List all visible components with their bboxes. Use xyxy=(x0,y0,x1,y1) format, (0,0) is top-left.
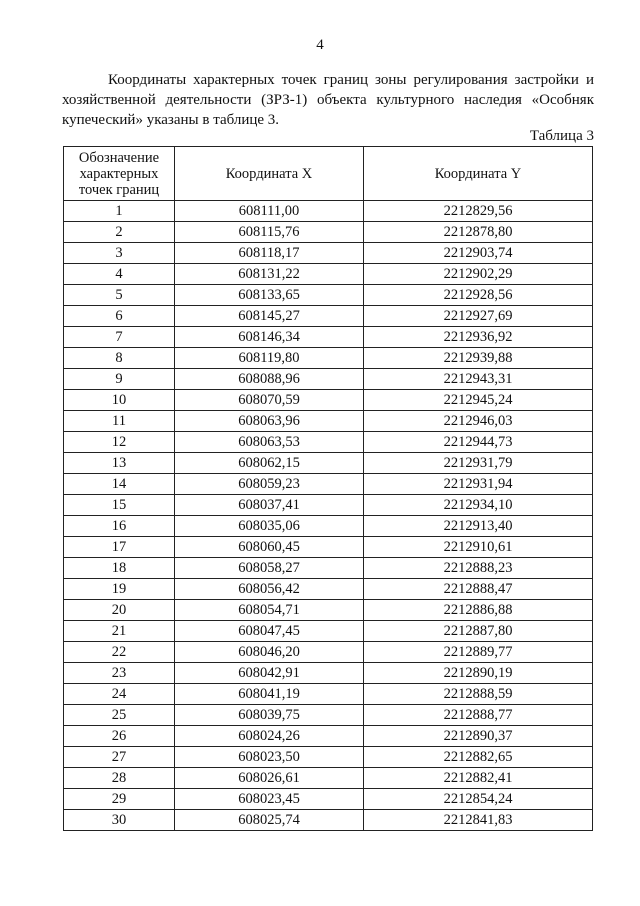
cell-coordinate-x: 608111,00 xyxy=(175,201,364,222)
table-body xyxy=(64,201,593,831)
cell-coordinate-y: 2212936,92 xyxy=(364,327,593,348)
cell-point-number: 19 xyxy=(64,579,175,600)
table-row xyxy=(64,264,593,285)
coordinates-table xyxy=(63,146,593,831)
table-row xyxy=(64,600,593,621)
table-row xyxy=(64,495,593,516)
cell-coordinate-x: 608059,23 xyxy=(175,474,364,495)
cell-coordinate-x: 608131,22 xyxy=(175,264,364,285)
table-row xyxy=(64,558,593,579)
table-row xyxy=(64,285,593,306)
cell-coordinate-x: 608063,53 xyxy=(175,432,364,453)
cell-point-number: 9 xyxy=(64,369,175,390)
table-row xyxy=(64,201,593,222)
cell-coordinate-y: 2212882,65 xyxy=(364,747,593,768)
cell-point-number: 10 xyxy=(64,390,175,411)
cell-coordinate-y: 2212888,47 xyxy=(364,579,593,600)
page-number: 4 xyxy=(316,37,324,53)
cell-coordinate-x: 608054,71 xyxy=(175,600,364,621)
cell-coordinate-x: 608133,65 xyxy=(175,285,364,306)
cell-coordinate-y: 2212943,31 xyxy=(364,369,593,390)
cell-point-number: 11 xyxy=(64,411,175,432)
cell-point-number: 3 xyxy=(64,243,175,264)
cell-point-number: 30 xyxy=(64,810,175,831)
cell-coordinate-x: 608119,80 xyxy=(175,348,364,369)
cell-coordinate-y: 2212878,80 xyxy=(364,222,593,243)
cell-coordinate-y: 2212854,24 xyxy=(364,789,593,810)
cell-coordinate-x: 608070,59 xyxy=(175,390,364,411)
header-coordinate-y: Координата Y xyxy=(364,147,593,201)
cell-point-number: 2 xyxy=(64,222,175,243)
header-coordinate-x: Координата X xyxy=(175,147,364,201)
table-row xyxy=(64,684,593,705)
cell-coordinate-x: 608062,15 xyxy=(175,453,364,474)
cell-coordinate-x: 608041,19 xyxy=(175,684,364,705)
cell-coordinate-y: 2212890,37 xyxy=(364,726,593,747)
table-row xyxy=(64,810,593,831)
cell-point-number: 24 xyxy=(64,684,175,705)
cell-coordinate-x: 608023,45 xyxy=(175,789,364,810)
cell-coordinate-y: 2212939,88 xyxy=(364,348,593,369)
cell-coordinate-y: 2212913,40 xyxy=(364,516,593,537)
cell-point-number: 17 xyxy=(64,537,175,558)
intro-paragraph: Координаты характерных точек границ зоны регулирования застройки и хозяйственной деятельности (ЗРЗ-1) объекта культурного наследия «Особняк купеческий» указаны в таблице 3. xyxy=(62,72,594,128)
cell-coordinate-x: 608046,20 xyxy=(175,642,364,663)
table-row xyxy=(64,747,593,768)
cell-point-number: 28 xyxy=(64,768,175,789)
table-row xyxy=(64,537,593,558)
cell-coordinate-y: 2212931,79 xyxy=(364,453,593,474)
table-row xyxy=(64,348,593,369)
cell-coordinate-y: 2212890,19 xyxy=(364,663,593,684)
cell-point-number: 6 xyxy=(64,306,175,327)
cell-point-number: 7 xyxy=(64,327,175,348)
cell-coordinate-y: 2212887,80 xyxy=(364,621,593,642)
cell-coordinate-x: 608058,27 xyxy=(175,558,364,579)
cell-coordinate-x: 608037,41 xyxy=(175,495,364,516)
cell-coordinate-x: 608039,75 xyxy=(175,705,364,726)
cell-point-number: 14 xyxy=(64,474,175,495)
table-row xyxy=(64,432,593,453)
table-row xyxy=(64,453,593,474)
cell-coordinate-y: 2212934,10 xyxy=(364,495,593,516)
table-header-row xyxy=(64,147,593,201)
table-row xyxy=(64,516,593,537)
cell-coordinate-y: 2212903,74 xyxy=(364,243,593,264)
table-caption: Таблица 3 xyxy=(529,128,594,144)
cell-coordinate-y: 2212829,56 xyxy=(364,201,593,222)
table-row xyxy=(64,327,593,348)
table-row xyxy=(64,621,593,642)
table-row xyxy=(64,243,593,264)
cell-coordinate-y: 2212886,88 xyxy=(364,600,593,621)
cell-coordinate-y: 2212902,29 xyxy=(364,264,593,285)
cell-coordinate-y: 2212888,59 xyxy=(364,684,593,705)
table-row xyxy=(64,369,593,390)
cell-coordinate-y: 2212944,73 xyxy=(364,432,593,453)
cell-coordinate-x: 608025,74 xyxy=(175,810,364,831)
cell-coordinate-x: 608088,96 xyxy=(175,369,364,390)
cell-coordinate-y: 2212882,41 xyxy=(364,768,593,789)
cell-point-number: 23 xyxy=(64,663,175,684)
cell-point-number: 1 xyxy=(64,201,175,222)
table-row xyxy=(64,474,593,495)
cell-coordinate-x: 608023,50 xyxy=(175,747,364,768)
cell-point-number: 26 xyxy=(64,726,175,747)
cell-coordinate-x: 608056,42 xyxy=(175,579,364,600)
cell-coordinate-y: 2212928,56 xyxy=(364,285,593,306)
cell-coordinate-y: 2212888,23 xyxy=(364,558,593,579)
cell-coordinate-y: 2212931,94 xyxy=(364,474,593,495)
cell-point-number: 27 xyxy=(64,747,175,768)
cell-coordinate-x: 608145,27 xyxy=(175,306,364,327)
cell-coordinate-y: 2212945,24 xyxy=(364,390,593,411)
cell-coordinate-x: 608118,17 xyxy=(175,243,364,264)
cell-coordinate-x: 608042,91 xyxy=(175,663,364,684)
cell-coordinate-x: 608115,76 xyxy=(175,222,364,243)
cell-point-number: 16 xyxy=(64,516,175,537)
table-row xyxy=(64,411,593,432)
cell-point-number: 22 xyxy=(64,642,175,663)
cell-coordinate-y: 2212927,69 xyxy=(364,306,593,327)
cell-coordinate-y: 2212910,61 xyxy=(364,537,593,558)
table-row xyxy=(64,390,593,411)
cell-point-number: 8 xyxy=(64,348,175,369)
table-row xyxy=(64,663,593,684)
cell-coordinate-x: 608035,06 xyxy=(175,516,364,537)
cell-point-number: 13 xyxy=(64,453,175,474)
cell-point-number: 5 xyxy=(64,285,175,306)
cell-point-number: 12 xyxy=(64,432,175,453)
cell-point-number: 21 xyxy=(64,621,175,642)
table-row xyxy=(64,726,593,747)
cell-point-number: 25 xyxy=(64,705,175,726)
header-point-designation: Обозначение характерных точек границ xyxy=(64,147,175,201)
cell-point-number: 20 xyxy=(64,600,175,621)
cell-point-number: 29 xyxy=(64,789,175,810)
cell-point-number: 15 xyxy=(64,495,175,516)
cell-coordinate-x: 608024,26 xyxy=(175,726,364,747)
table-row xyxy=(64,642,593,663)
cell-coordinate-x: 608026,61 xyxy=(175,768,364,789)
cell-coordinate-x: 608146,34 xyxy=(175,327,364,348)
table-row xyxy=(64,768,593,789)
table-row xyxy=(64,222,593,243)
cell-coordinate-x: 608060,45 xyxy=(175,537,364,558)
cell-coordinate-x: 608063,96 xyxy=(175,411,364,432)
cell-point-number: 18 xyxy=(64,558,175,579)
table-row xyxy=(64,789,593,810)
cell-coordinate-y: 2212841,83 xyxy=(364,810,593,831)
table-row xyxy=(64,306,593,327)
table-row xyxy=(64,579,593,600)
cell-coordinate-y: 2212888,77 xyxy=(364,705,593,726)
cell-coordinate-x: 608047,45 xyxy=(175,621,364,642)
cell-coordinate-y: 2212889,77 xyxy=(364,642,593,663)
cell-point-number: 4 xyxy=(64,264,175,285)
table-row xyxy=(64,705,593,726)
cell-coordinate-y: 2212946,03 xyxy=(364,411,593,432)
